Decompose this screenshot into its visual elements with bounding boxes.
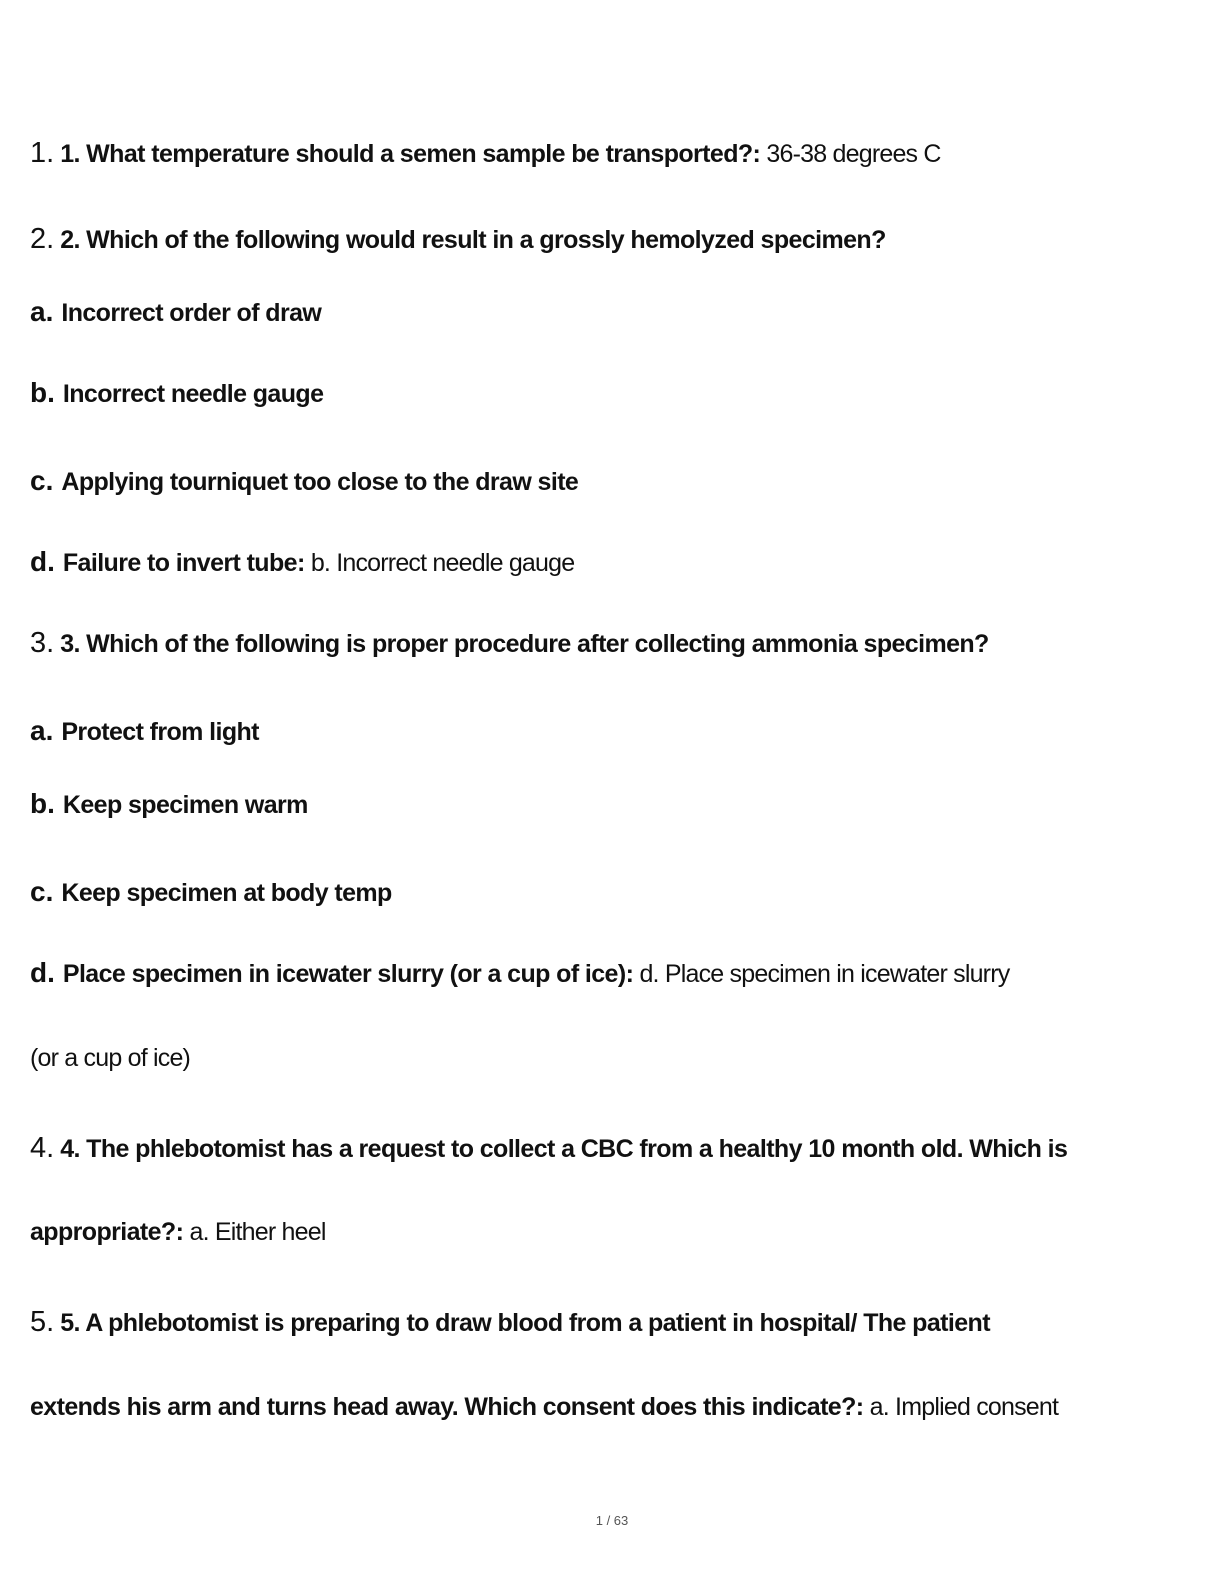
option-marker: b.	[30, 788, 55, 819]
option-text: Keep specimen at body temp	[61, 879, 392, 907]
option-text: Failure to invert tube:	[62, 549, 305, 577]
list-marker: 4.	[30, 1132, 55, 1164]
option-marker: a.	[30, 715, 54, 746]
list-marker: 3.	[30, 627, 55, 659]
option-text: Incorrect needle gauge	[62, 380, 324, 408]
option-marker: d.	[30, 546, 55, 577]
option-line	[30, 379, 323, 407]
list-marker: 2.	[30, 223, 55, 255]
list-marker: 1.	[30, 137, 55, 169]
question-text: appropriate?:	[30, 1218, 184, 1246]
option-text: Place specimen in icewater slurry (or a cup of ice):	[62, 960, 634, 988]
answer-text: (or a cup of ice)	[30, 1044, 191, 1072]
option-line	[30, 548, 574, 576]
option-line	[30, 959, 1009, 987]
answer-text: a. Either heel	[183, 1218, 326, 1246]
answer-text: d. Place specimen in icewater slurry	[633, 960, 1010, 988]
question-1-line	[30, 139, 941, 168]
answer-text: 36-38 degrees C	[760, 140, 941, 168]
option-text: Protect from light	[61, 718, 259, 746]
option-marker: c.	[30, 876, 54, 907]
option-line	[30, 467, 578, 495]
option-marker: a.	[30, 296, 54, 327]
question-2-line	[30, 225, 886, 254]
question-text: 3. Which of the following is proper procedure after collecting ammonia specimen?	[60, 630, 989, 658]
answer-text: b. Incorrect needle gauge	[304, 549, 575, 577]
answer-continuation-line	[30, 1046, 190, 1071]
option-marker: d.	[30, 957, 55, 988]
question-continuation-line	[30, 1395, 1058, 1420]
list-marker: 5.	[30, 1306, 55, 1338]
option-line	[30, 790, 308, 818]
page-indicator: 1 / 63	[595, 1513, 629, 1528]
question-4-line	[30, 1134, 1067, 1163]
question-text: 5. A phlebotomist is preparing to draw blood from a patient in hospital/ The patient	[60, 1309, 990, 1337]
option-marker: c.	[30, 465, 54, 496]
option-marker: b.	[30, 377, 55, 408]
question-3-line	[30, 629, 989, 658]
option-line	[30, 878, 392, 906]
option-text: Incorrect order of draw	[61, 299, 322, 327]
option-line	[30, 298, 321, 326]
question-text: 4. The phlebotomist has a request to collect a CBC from a healthy 10 month old. Which is	[60, 1135, 1068, 1163]
answer-text: a. Implied consent	[863, 1393, 1059, 1421]
question-5-line	[30, 1308, 990, 1337]
question-text: 2. Which of the following would result in a grossly hemolyzed specimen?	[60, 226, 886, 254]
option-line	[30, 717, 259, 745]
question-text: 1. What temperature should a semen sample be transported?:	[60, 140, 761, 168]
question-text: extends his arm and turns head away. Which consent does this indicate?:	[30, 1393, 864, 1421]
question-continuation-line	[30, 1220, 326, 1245]
option-text: Applying tourniquet too close to the draw site	[61, 468, 579, 496]
option-text: Keep specimen warm	[62, 791, 308, 819]
